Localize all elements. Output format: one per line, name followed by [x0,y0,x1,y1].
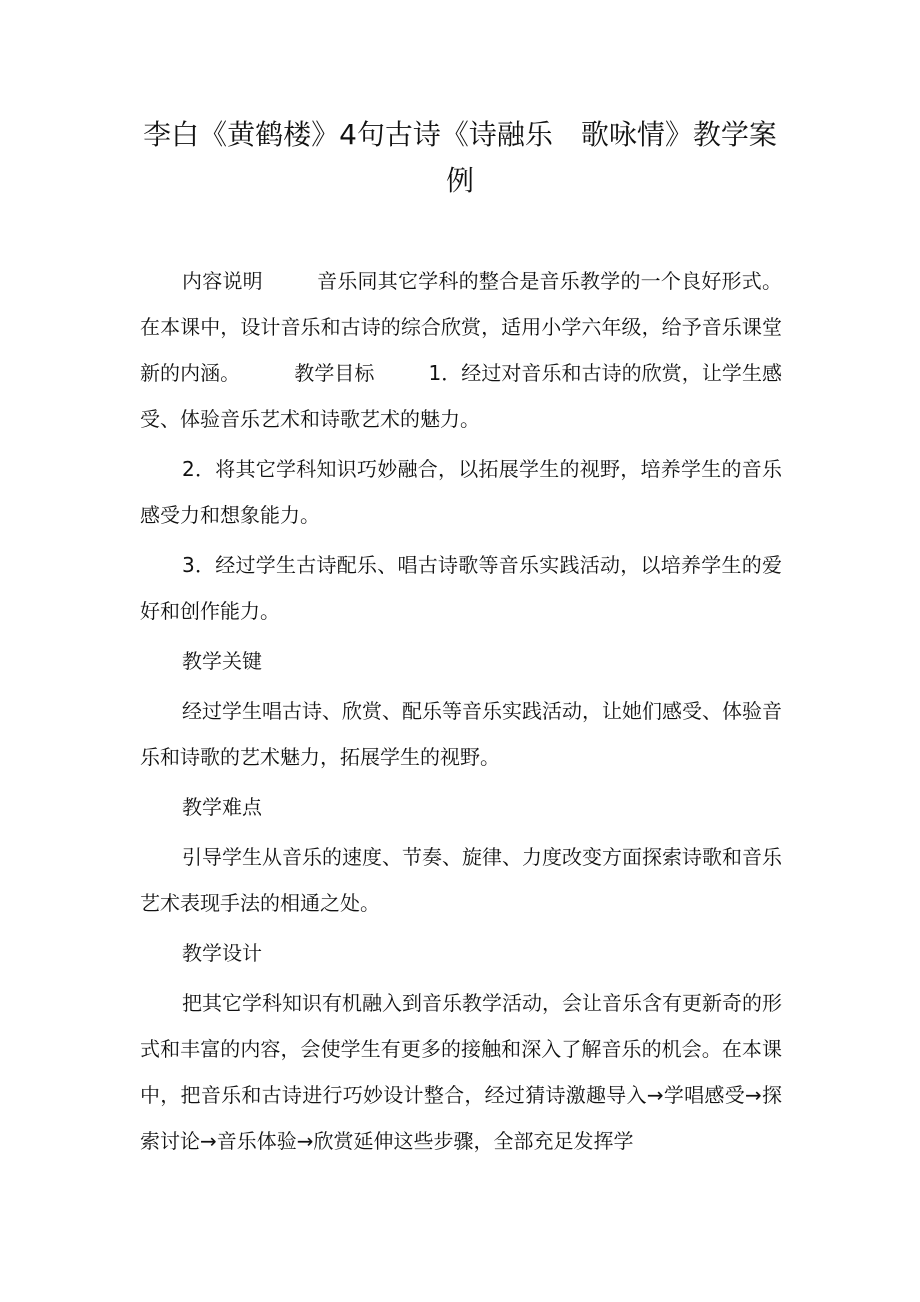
difficulty-heading: 教学难点 [182,795,262,819]
design-heading: 教学设计 [182,941,262,965]
teaching-goal-1: 1．经过对音乐和古诗的欣赏，让学生感受、体验音乐艺术和诗歌艺术的魅力。 [140,361,782,431]
teaching-goal-2: 2．将其它学科知识巧妙融合，以拓展学生的视野，培养学生的音乐感受力和想象能力。 [140,457,782,527]
content-description-label: 内容说明 [182,269,263,293]
document-body [140,258,782,1168]
content-description-text: 音乐同其它学科的整合是音乐教学的一个良好形式。在本课中，设计音乐和古诗的综合欣赏，适用小学六年级，给予音乐课堂新的内涵。 [140,269,783,385]
teaching-goals-label: 教学目标 [294,361,375,385]
teaching-goal-3: 3．经过学生古诗配乐、唱古诗歌等音乐实践活动，以培养学生的爱好和创作能力。 [140,553,782,623]
intro-paragraph [140,258,782,442]
key-heading: 教学关键 [182,649,262,673]
difficulty-paragraph: 引导学生从音乐的速度、节奏、旋律、力度改变方面探索诗歌和音乐艺术表现手法的相通之处。 [140,845,782,915]
document-title: 李白《黄鹤楼》4句古诗《诗融乐 歌咏情》教学案例 [143,118,777,197]
key-paragraph: 经过学生唱古诗、欣赏、配乐等音乐实践活动，让她们感受、体验音乐和诗歌的艺术魅力，拓展学生的视野。 [140,699,782,769]
design-paragraph: 把其它学科知识有机融入到音乐教学活动，会让音乐含有更新奇的形式和丰富的内容，会使学生有更多的接触和深入了解音乐的机会。在本课中，把音乐和古诗进行巧妙设计整合，经过猜诗激趣导入→学唱感受→探索讨论→音乐体验→欣赏延伸这些步骤，全部充足发挥学 [140,991,782,1153]
